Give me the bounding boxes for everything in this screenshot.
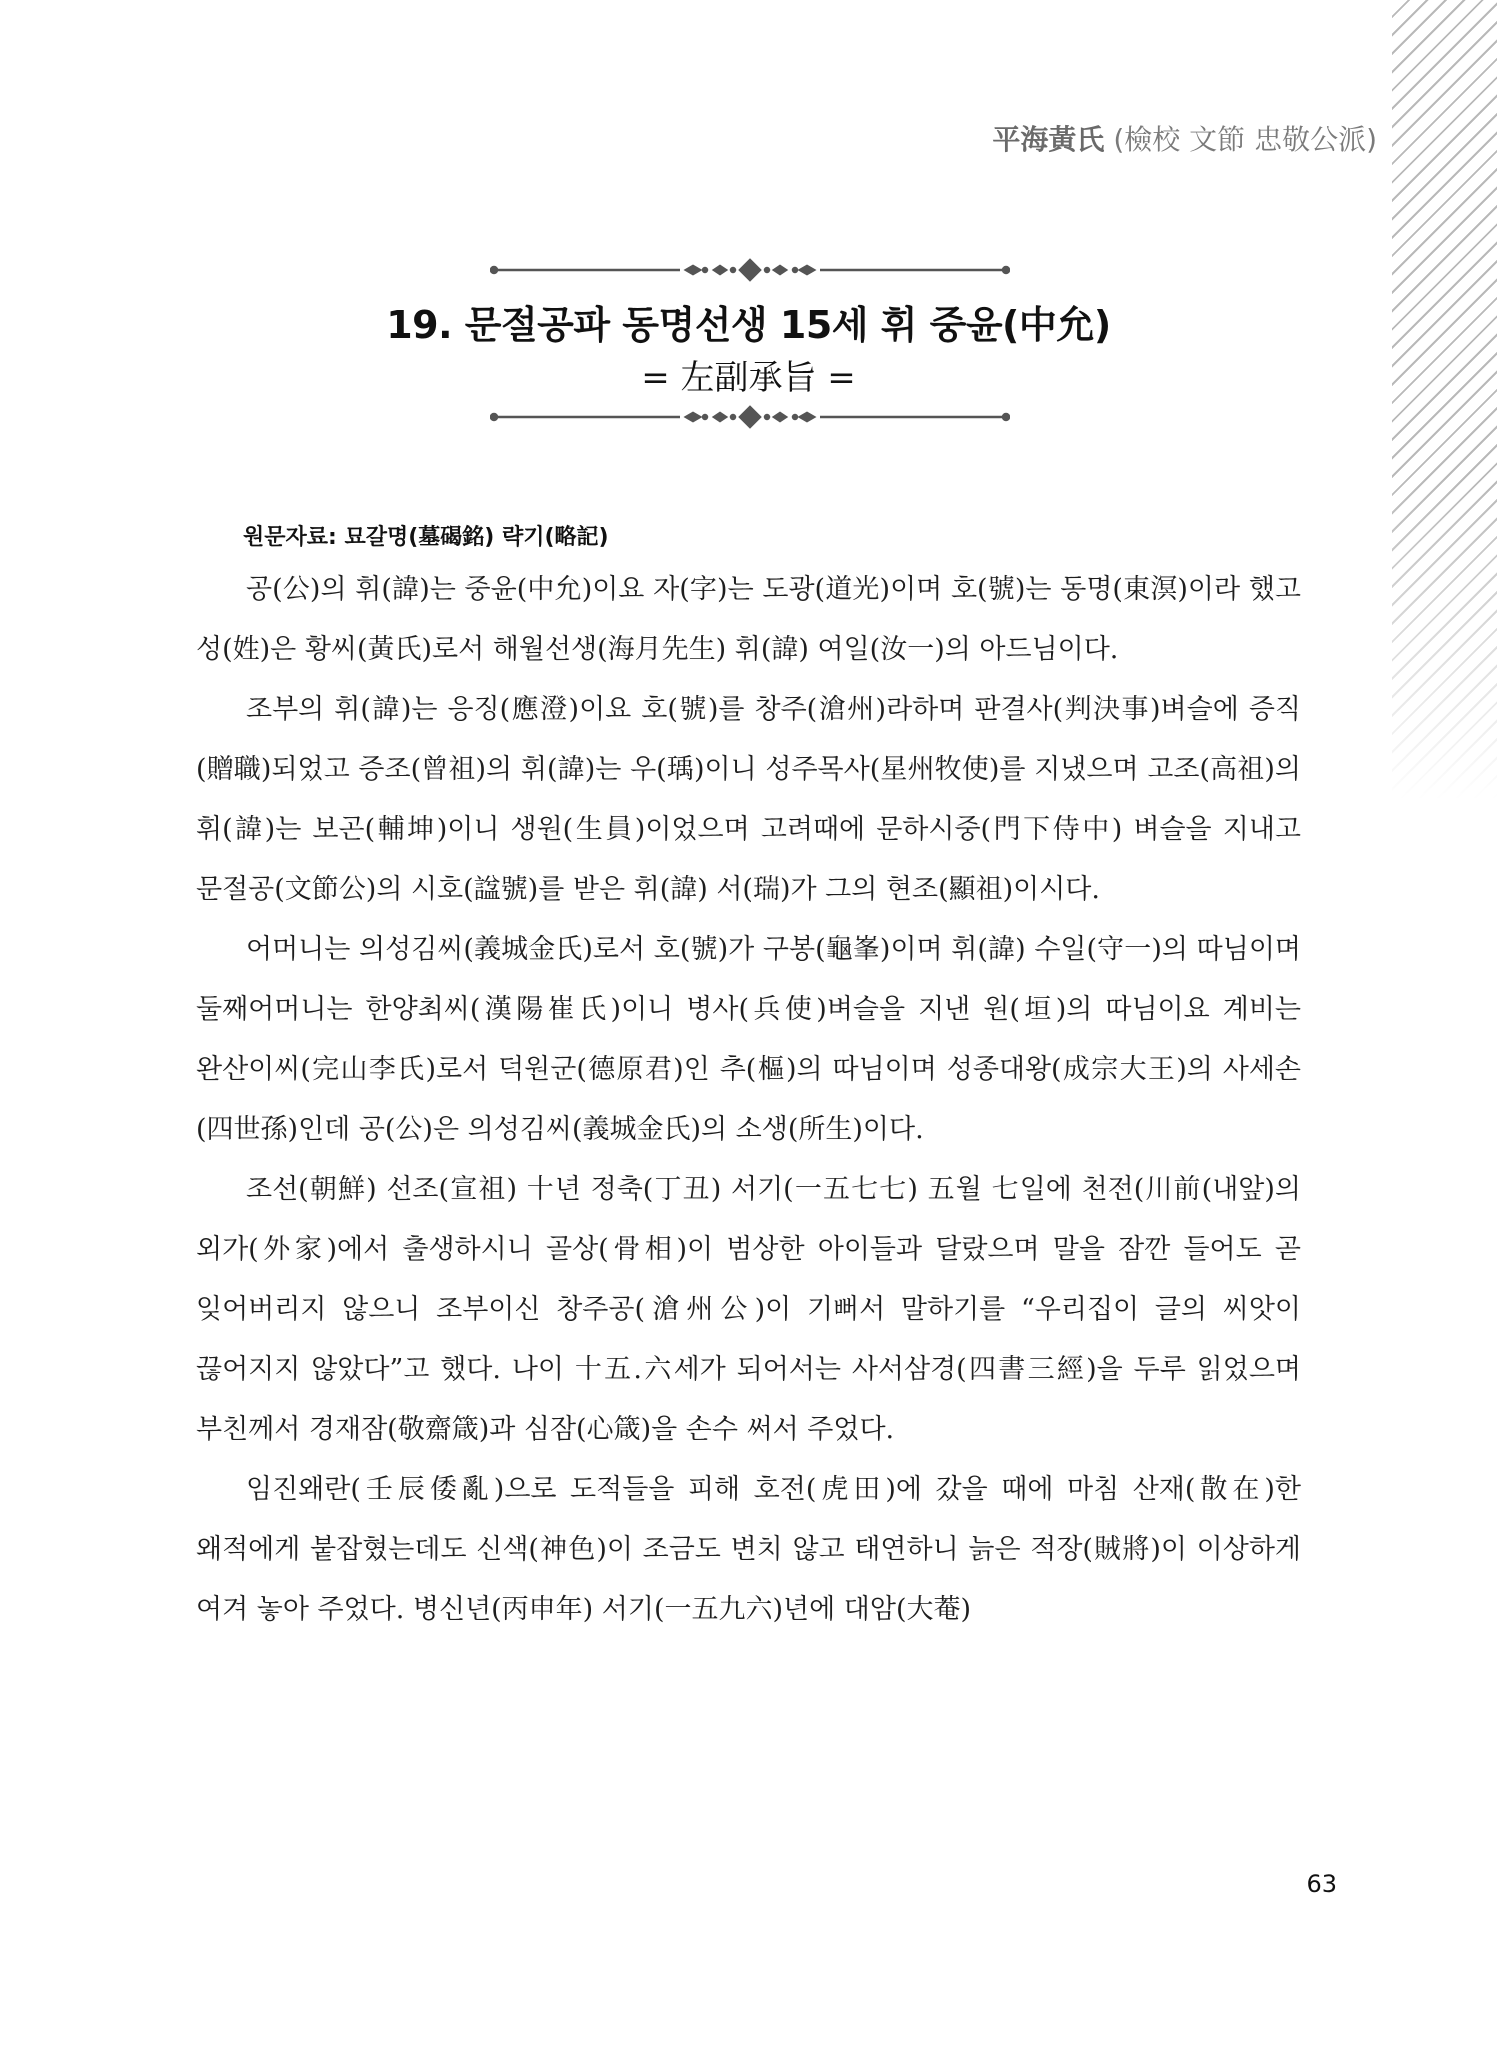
paragraph: 임진왜란(壬辰倭亂)으로 도적들을 피해 호전(虎田)에 갔을 때에 마침 산재(散在)한 왜적에게 붙잡혔는데도 신색(神色)이 조금도 변치 않고 태연하니 늙은 적장(賊將)이 이상하게 여겨 놓아 주었다. 병신년(丙申年) 서기(一五九六)년에 대암(大菴) xyxy=(196,1474,1301,1625)
title-ornament-bottom xyxy=(490,405,1010,429)
header-family: 平海黃氏 xyxy=(992,123,1105,156)
chapter-subtitle: = 左副承旨 = xyxy=(641,358,856,398)
paragraph: 조선(朝鮮) 선조(宣祖) 十년 정축(丁丑) 서기(一五七七) 五월 七일에 천전(川前(내앞)의 외가(外家)에서 출생하시니 골상(骨相)이 범상한 아이들과 달랐으며 말을 잠깐 들어도 곧 잊어버리지 않으니 조부이신 창주공(滄州公)이 기뻐서 말하기를 “우리집이 글의 씨앗이 끊어지지 않았다”고 했다. 나이 十五.六세가 되어서는 사서삼경(四書三經)을 두루 읽었으며 부친께서 경재잠(敬齋箴)과 심잠(心箴)을 손수 써서 주었다. xyxy=(196,1174,1301,1445)
paragraph: 어머니는 의성김씨(義城金氏)로서 호(號)가 구봉(龜峯)이며 휘(諱) 수일(守一)의 따님이며 둘째어머니는 한양최씨(漢陽崔氏)이니 병사(兵使)벼슬을 지낸 원(垣)의 따님이요 계비는 완산이씨(完山李氏)로서 덕원군(德原君)인 추(樞)의 따님이며 성종대왕(成宗大王)의 사세손(四世孫)인데 공(公)은 의성김씨(義城金氏)의 소생(所生)이다. xyxy=(196,934,1301,1145)
body-text xyxy=(196,560,1301,1640)
paragraph: 공(公)의 휘(諱)는 중윤(中允)이요 자(字)는 도광(道光)이며 호(號)는 동명(東溟)이라 했고 성(姓)은 황씨(黃氏)로서 해월선생(海月先生) 휘(諱) 여일(汝一)의 아드님이다. xyxy=(196,574,1301,665)
running-header xyxy=(992,118,1377,158)
paragraph: 조부의 휘(諱)는 응징(應澄)이요 호(號)를 창주(滄州)라하며 판결사(判決事)벼슬에 증직(贈職)되었고 증조(曾祖)의 휘(諱)는 우(瑀)이니 성주목사(星州牧使)를 지냈으며 고조(高祖)의 휘(諱)는 보곤(輔坤)이니 생원(生員)이었으며 고려때에 문하시중(門下侍中) 벼슬을 지내고 문절공(文節公)의 시호(諡號)를 받은 휘(諱) 서(瑞)가 그의 현조(顯祖)이시다. xyxy=(196,694,1301,905)
title-ornament-top xyxy=(490,258,1010,282)
header-branch: (檢校 文節 忠敬公派) xyxy=(1113,123,1377,156)
chapter-title: 19. 문절공파 동명선생 15세 휘 중윤(中允) xyxy=(386,303,1111,347)
source-label: 원문자료: 묘갈명(墓碣銘) 략기(略記) xyxy=(243,525,609,550)
decorative-stripes xyxy=(1392,0,1497,800)
page-number: 63 xyxy=(1306,1870,1337,1898)
